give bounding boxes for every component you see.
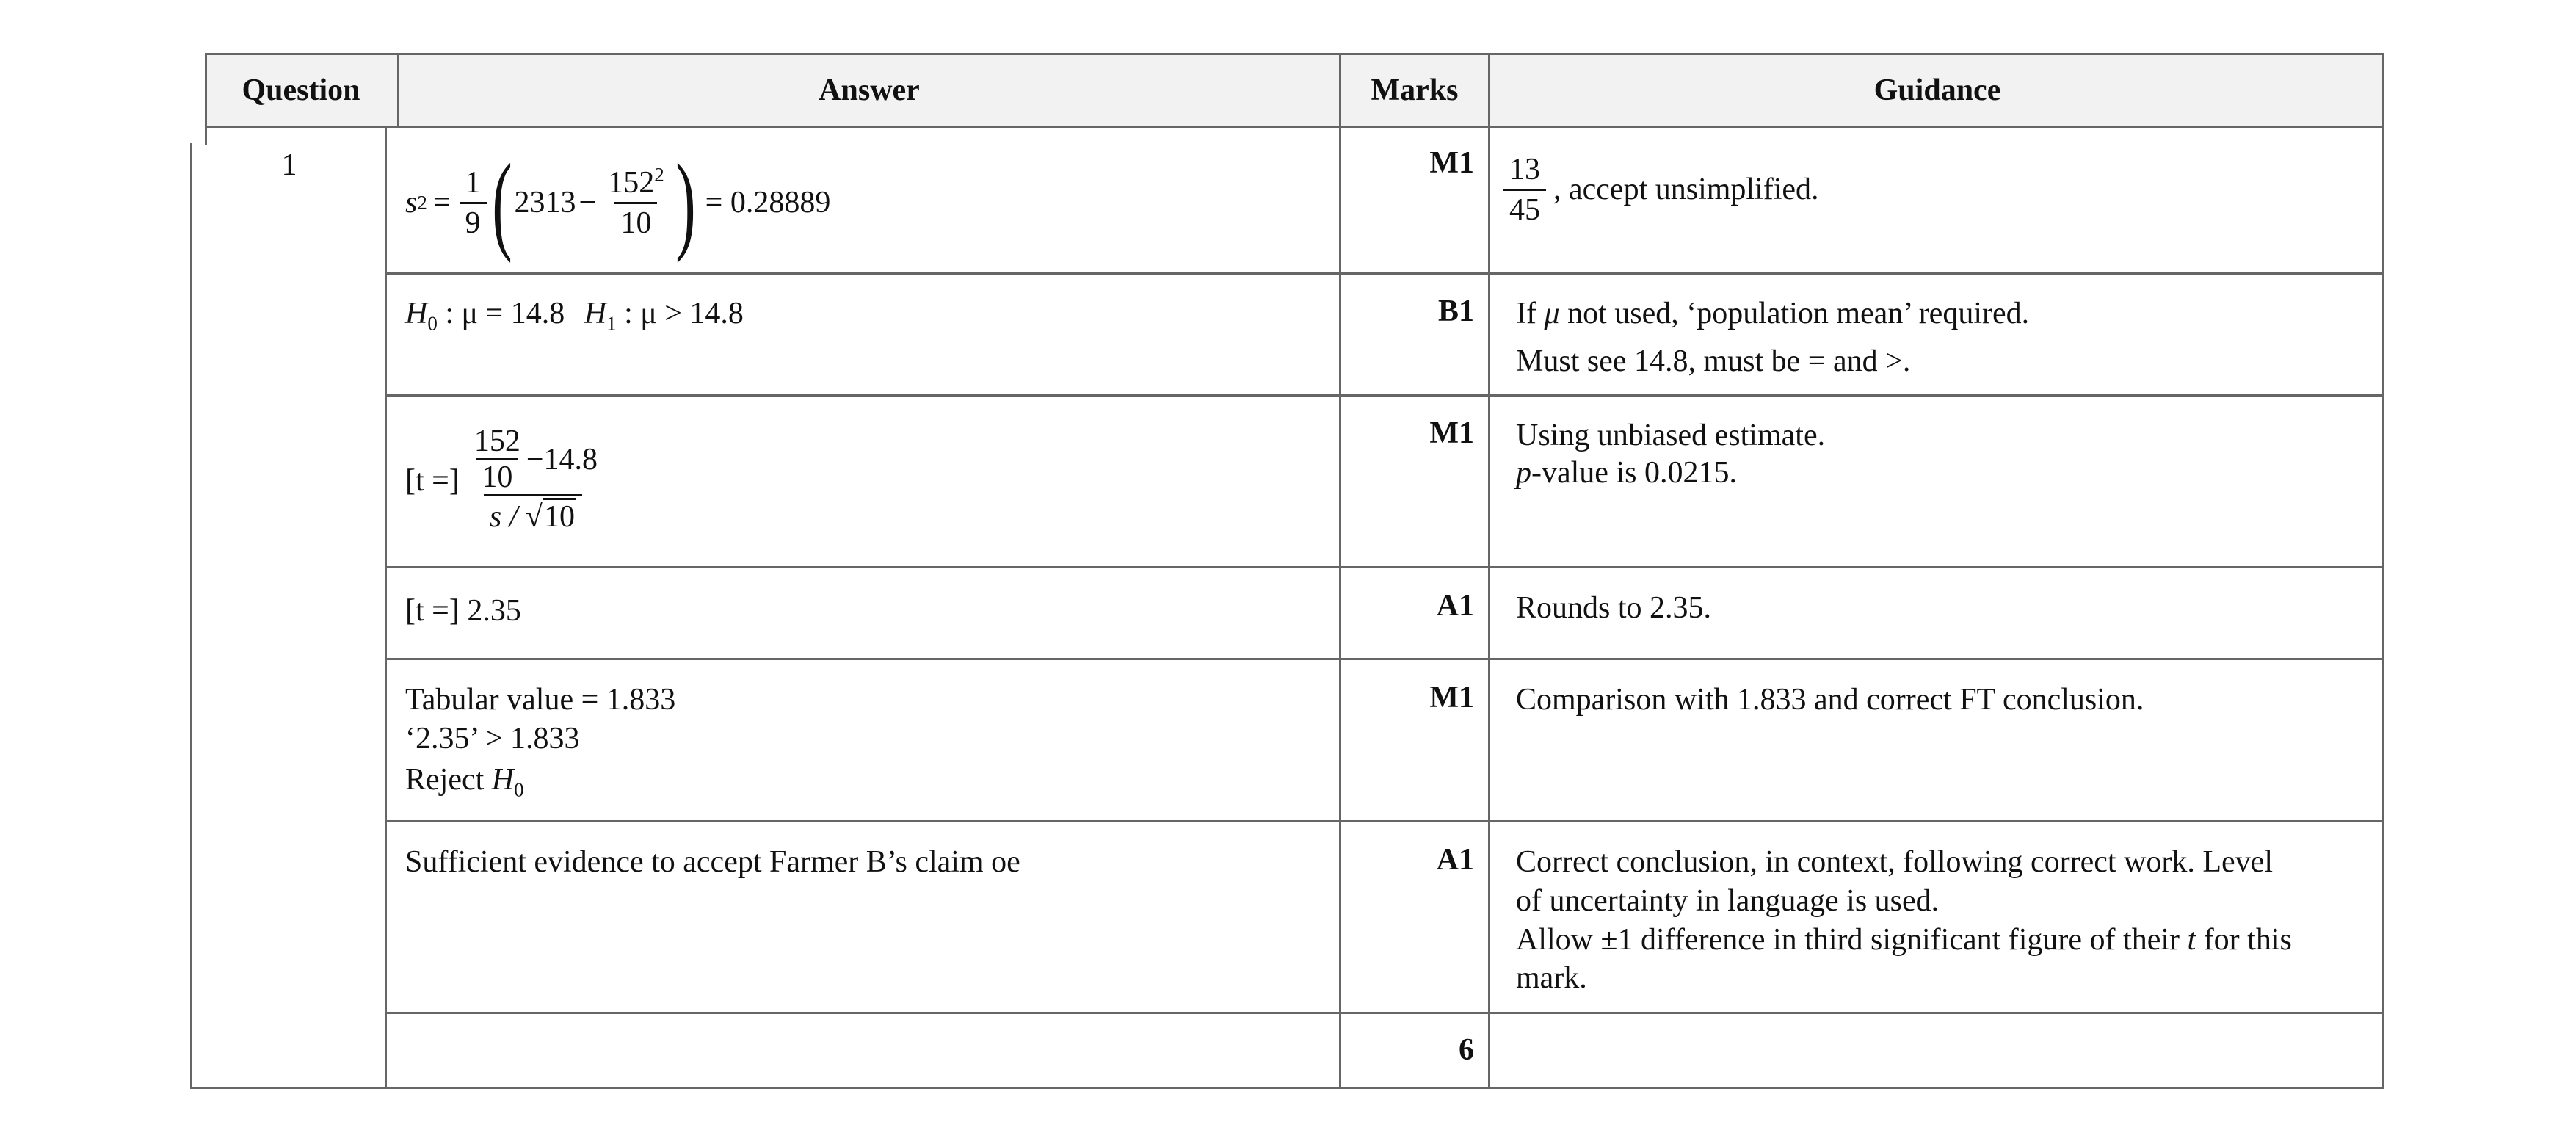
guidance-row-1 xyxy=(1503,145,1819,233)
header-guidance: Guidance xyxy=(1873,73,2001,107)
header-answer: Answer xyxy=(819,73,920,107)
standard-deviation-symbol: s / xyxy=(489,500,518,534)
header-question: Question xyxy=(242,73,360,107)
t-label: [t =] xyxy=(405,594,460,628)
question-number: 1 xyxy=(281,148,297,182)
t-symbol: t xyxy=(2187,923,2196,957)
mark-row-6: A1 xyxy=(1436,843,1474,877)
row-separator-5 xyxy=(385,820,2384,822)
mark-row-5: M1 xyxy=(1429,681,1474,714)
mark-row-3: M1 xyxy=(1429,416,1474,450)
row-separator-4 xyxy=(385,658,2384,660)
guidance-text: not used, ‘population mean’ required. xyxy=(1567,297,2030,330)
answer-sample-variance: s 2 = $\frac{1}{9}$ ( 2313 − $\frac{152^2}{10}$ ) = 0.28889 xyxy=(405,142,831,264)
fraction-numerator: 13 xyxy=(1509,152,1540,187)
sum-of-squares: 2313 xyxy=(514,186,576,220)
root-value: 10 xyxy=(543,498,576,534)
row-separator-2 xyxy=(385,394,2384,397)
fraction-thirteen-fortyfifths xyxy=(1503,151,1546,229)
mark-row-4: A1 xyxy=(1436,589,1474,623)
t-label: [t =] xyxy=(405,464,460,498)
answer-row-5-line-3 xyxy=(405,760,524,800)
t-statistic-fraction xyxy=(462,424,603,537)
fraction-numerator: 152 xyxy=(608,165,655,200)
header-marks: Marks xyxy=(1371,73,1459,107)
hypothesised-mean: −14.8 xyxy=(526,442,598,477)
variance-symbol: s xyxy=(405,186,418,220)
mark-row-2: B1 xyxy=(1437,294,1474,328)
body-right-border xyxy=(2382,126,2384,1089)
standard-error: s / √10 xyxy=(484,494,582,537)
fraction-denominator: 10 xyxy=(476,458,518,494)
answer-hypotheses xyxy=(405,294,744,333)
guidance-row-3-line-2 xyxy=(1516,453,1737,493)
fraction-numerator: 152 xyxy=(474,424,520,458)
guidance-row-2-line-1 xyxy=(1516,294,2029,333)
total-marks: 6 xyxy=(1459,1033,1474,1067)
guidance-row-6-line-2: of uncertainty in language is used. xyxy=(1516,884,1940,918)
answer-row-5-line-2: ‘2.35’ > 1.833 xyxy=(405,722,580,756)
fraction-denominator: 9 xyxy=(460,202,487,242)
alt-hypothesis-subscript: 1 xyxy=(606,312,617,335)
header-left-border xyxy=(205,53,207,145)
row-separator-6 xyxy=(385,1012,2384,1014)
alt-hypothesis-condition: : μ > 14.8 xyxy=(624,297,744,330)
answer-row-6-line-1: Sufficient evidence to accept Farmer B’s claim oe xyxy=(405,845,1020,879)
body-left-border xyxy=(190,143,192,1089)
column-divider-question xyxy=(385,126,387,1089)
fraction-denominator: 45 xyxy=(1503,189,1546,229)
guidance-row-4-line-1: Rounds to 2.35. xyxy=(1516,591,1712,625)
row-separator-3 xyxy=(385,566,2384,568)
table-bottom-border xyxy=(190,1087,2384,1089)
t-value: 2.35 xyxy=(467,594,521,628)
guidance-row-6-line-3 xyxy=(1516,920,2292,960)
fraction-sum-squared xyxy=(602,164,670,242)
guidance-row-3-line-1: Using unbiased estimate. xyxy=(1516,419,1826,452)
null-hypothesis-subscript: 0 xyxy=(427,312,438,335)
fraction-denominator: 10 xyxy=(614,202,657,242)
guidance-text: for this xyxy=(2203,923,2292,957)
fraction-exponent: 2 xyxy=(654,163,664,186)
header-divider-1 xyxy=(397,53,399,128)
answer-test-statistic-formula xyxy=(405,411,606,551)
mark-row-1: M1 xyxy=(1429,146,1474,180)
header-bottom-border xyxy=(205,126,2384,128)
null-hypothesis-symbol: H xyxy=(491,763,515,797)
reject-label: Reject xyxy=(405,763,485,797)
guidance-text: , accept unsimplified. xyxy=(1553,173,1819,206)
mu-symbol: μ xyxy=(1544,297,1560,330)
null-hypothesis-subscript: 0 xyxy=(514,778,524,801)
p-symbol: p xyxy=(1516,456,1531,490)
column-divider-marks xyxy=(1488,53,1490,1089)
guidance-text: If xyxy=(1516,297,1536,330)
null-hypothesis-symbol: H xyxy=(405,297,428,330)
guidance-row-2-line-2: Must see 14.8, must be = and >. xyxy=(1516,344,1911,378)
sample-mean-fraction xyxy=(468,424,526,494)
guidance-text: -value is 0.0215. xyxy=(1531,456,1737,490)
fraction-one-ninth xyxy=(460,164,487,242)
guidance-row-6-line-4: mark. xyxy=(1516,961,1587,995)
guidance-row-6-line-1: Correct conclusion, in context, following correct work. Level xyxy=(1516,845,2274,879)
guidance-row-5-line-1: Comparison with 1.833 and correct FT conclusion. xyxy=(1516,683,2144,717)
header-top-border xyxy=(205,53,2384,55)
column-divider-answer xyxy=(1339,53,1341,1089)
guidance-text: Allow ±1 difference in third significant figure of their xyxy=(1516,923,2180,957)
null-hypothesis-condition: : μ = 14.8 xyxy=(445,297,565,330)
fraction-numerator: 1 xyxy=(465,165,481,200)
alt-hypothesis-symbol: H xyxy=(584,297,607,330)
answer-row-5-line-1: Tabular value = 1.833 xyxy=(405,683,676,717)
row-separator-1 xyxy=(385,272,2384,275)
answer-test-statistic-value xyxy=(405,591,521,631)
variance-result: = 0.28889 xyxy=(705,186,831,220)
